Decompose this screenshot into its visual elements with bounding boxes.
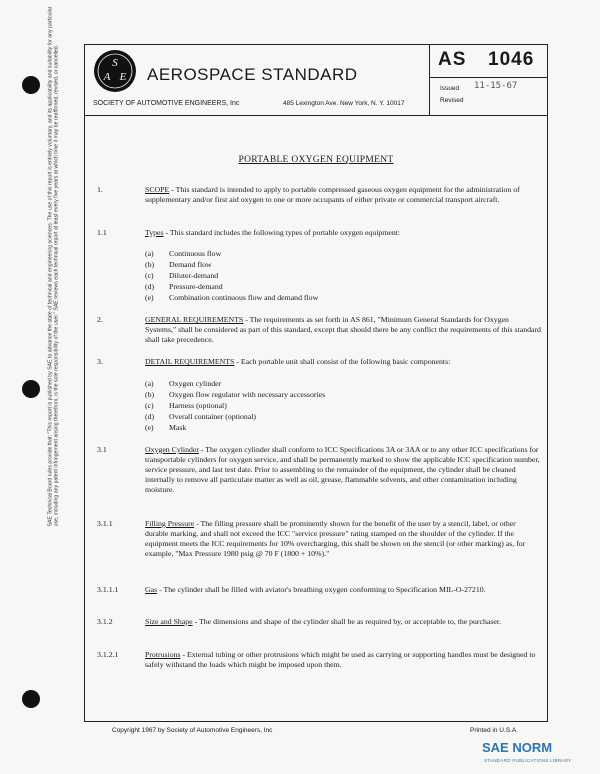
binder-hole <box>22 690 40 708</box>
page-frame: S A E AEROSPACE STANDARD SOCIETY OF AUTOMOTIVE ENGINEERS, Inc 485 Lexington Ave. New York, N. Y. 10017 AS 1046 Issued 11-15-67 Revised PORTABLE OXYGEN EQUIPMENT 1. SCOPE - This standard is intended to apply to portable compressed gaseous oxygen equipment for the administration of supplementary and/or first aid oxygen to one or more occupants of either private or commercial transport aircraft. 1.1 Types - This standard includes the following types of portable oxygen equipment: (a) Continuous flow (b) Demand flow (c) Diluter-demand (d) Pressure-demand (e) Combination continuous flow and demand flow 2. GENERAL REQUIREMENTS - The requirements as set forth in AS 861, "Minimum General Standards for Oxygen Systems," shall be considered as part of this standard, except that should there be any conflict the requirements of this standard shall take precedence. 3. DETAIL REQUIREMENTS - Each portable unit shall consist of the following basic components: (a) Oxygen cylinder (b) Oxygen flow regulator with necessary accessories (c) Harness (optional) (d) Overall container (optional) (e) Mask 3.1 Oxygen Cylinder - The oxygen cylinder shall conform to ICC Specifications 3A or 3AA or to any other ICC specifications for transportable cylinders for oxygen service, and shall be permanently marked to show the applicable ICC specification number, service pressure, and last test date. Prior to assembling to the remainder of the equipment, the cylinder shall be cleaned internally to remove all particulate matter as well as oil, grease, flammable solvents, and other contamination including moisture. 3.1.1 Filling Pressure - The filling pressure shall be prominently shown for the benefit of the user by a stencil, label, or other durable marking, and shall not exceed the ICC "service pressure" rating stamped on the shoulder of the cylinder. If the equipment meets the ICC requirements for 10% overcharging, this shall be shown on the stencil (or other marking) as, for example, "Max Pressure 1980 psig @ 70 F (1800 + 10%)." 3.1.1.1 Gas - The cylinder shall be filled with aviator's breathing oxygen conforming to Specification MIL-O-27210. 3.1.2 Size and Shape - The dimensions and shape of the cylinder shall be as required by, or acceptable to, the purchaser. 3.1.2.1 Protrusions - External tubing or other protrusions which might be used as carrying or supporting handles must be designed to safely withstand the loads which might be imposed upon them. <box>84 44 548 722</box>
revised-label: Revised <box>440 97 464 104</box>
section-heading: SCOPE <box>145 185 170 194</box>
logo-letter-s: S <box>112 57 118 69</box>
section-text: - The cylinder shall be filled with aviator's breathing oxygen conforming to Specification MIL-O-27210. <box>157 585 486 594</box>
binder-hole <box>22 76 40 94</box>
copyright-notice: Copyright 1967 by Society of Automotive Engineers, Inc <box>112 727 273 734</box>
section-heading: Protrusions <box>145 650 181 659</box>
section-text: - The oxygen cylinder shall conform to ICC Specifications 3A or 3AA or to any other ICC specifications for transportable cylinders for oxygen service, and shall be permanently marked to show the applicable ICC specification number, service pressure, and last test date. Prior to assembling to the remainder of the equipment, the cylinder shall be cleaned internally to remove all particulate matter as well as oil, grease, flammable solvents, and other contamination including moisture. <box>145 445 540 494</box>
section-number: 3.1.1 <box>97 519 113 528</box>
section-text: - This standard includes the following types of portable oxygen equipment: <box>163 228 401 237</box>
section-text: - Each portable unit shall consist of the following basic components: <box>234 357 451 366</box>
printed-in: Printed in U.S.A. <box>470 727 519 734</box>
section-text: - The filling pressure shall be prominently shown for the benefit of the user by a stencil, label, or other durable marking, and shall not exceed the ICC "service pressure" rating stamped on the shoulder of the cylinder. If the equipment meets the ICC requirements for 10% overcharging, this shall be shown on the stencil (or other marking) as, for example, "Max Pressure 1980 psig @ 70 F (1800 + 10%)." <box>145 519 526 558</box>
sidebar-legal-note: SAE Technical Board rules provide that: "This report is published by SAE to advance the state of technical and engineering sciences. The use of this report is entirely voluntary, and its applicability and suitability for any particular use, including any patent infringement arising therefrom, is the sole responsibility of the user." SAE reviews each technical report at least every five years at which time it may be reaffirmed, revised, or cancelled. <box>47 6 60 527</box>
section-text: - The dimensions and shape of the cylinder shall be as required by, or acceptable to, the purchaser. <box>192 617 501 626</box>
sae-logo-icon <box>93 49 137 93</box>
doc-number-box <box>429 45 548 115</box>
section-text: - The requirements as set forth in AS 861, "Minimum General Standards for Oxygen Systems," shall be considered as part of this standard, except that should there be any conflict the requirements of this standard shall take precedence. <box>145 315 541 344</box>
issued-label: Issued <box>440 85 460 92</box>
logo-letter-a: A <box>103 71 111 83</box>
section-text: - This standard is intended to apply to portable compressed gaseous oxygen equipment for the administration of supplementary and/or first aid oxygen to one or more occupants of either private or commercial transport aircraft. <box>145 185 520 204</box>
section-number: 3.1.2 <box>97 617 113 626</box>
society-name: SOCIETY OF AUTOMOTIVE ENGINEERS, Inc <box>93 100 240 107</box>
section-heading: Oxygen Cylinder <box>145 445 199 454</box>
section-heading: Gas <box>145 585 158 594</box>
issued-date: 11-15-67 <box>474 81 518 91</box>
section-number: 3.1 <box>97 445 107 454</box>
logo-letter-e: E <box>119 71 127 83</box>
section-heading: Size and Shape <box>145 617 193 626</box>
section-heading: Types <box>145 228 164 237</box>
doc-prefix: AS <box>438 49 467 70</box>
header <box>85 45 547 116</box>
section-heading: Filling Pressure <box>145 519 195 528</box>
section-number: 1.1 <box>97 228 107 237</box>
society-address: 485 Lexington Ave. New York, N. Y. 10017 <box>283 100 405 107</box>
document-title: PORTABLE OXYGEN EQUIPMENT <box>238 155 394 165</box>
doc-number: 1046 <box>488 49 535 70</box>
section-number: 1. <box>97 185 103 194</box>
sae-norm-brand: SAE NORM <box>482 740 553 755</box>
binder-hole <box>22 380 40 398</box>
section-heading: DETAIL REQUIREMENTS <box>145 357 235 366</box>
sae-norm-subtitle: STANDARD PUBLICATIONS LIBRARY <box>484 758 572 763</box>
standard-title: AEROSPACE STANDARD <box>147 65 358 84</box>
section-number: 3. <box>97 357 103 366</box>
section-number: 3.1.1.1 <box>97 585 119 594</box>
section-number: 2. <box>97 315 103 324</box>
section-text: - External tubing or other protrusions which might be used as carrying or supporting handles must be designed to safely withstand the loads which might be imposed upon them. <box>145 650 536 669</box>
section-number: 3.1.2.1 <box>97 650 119 659</box>
section-heading: GENERAL REQUIREMENTS <box>145 315 244 324</box>
